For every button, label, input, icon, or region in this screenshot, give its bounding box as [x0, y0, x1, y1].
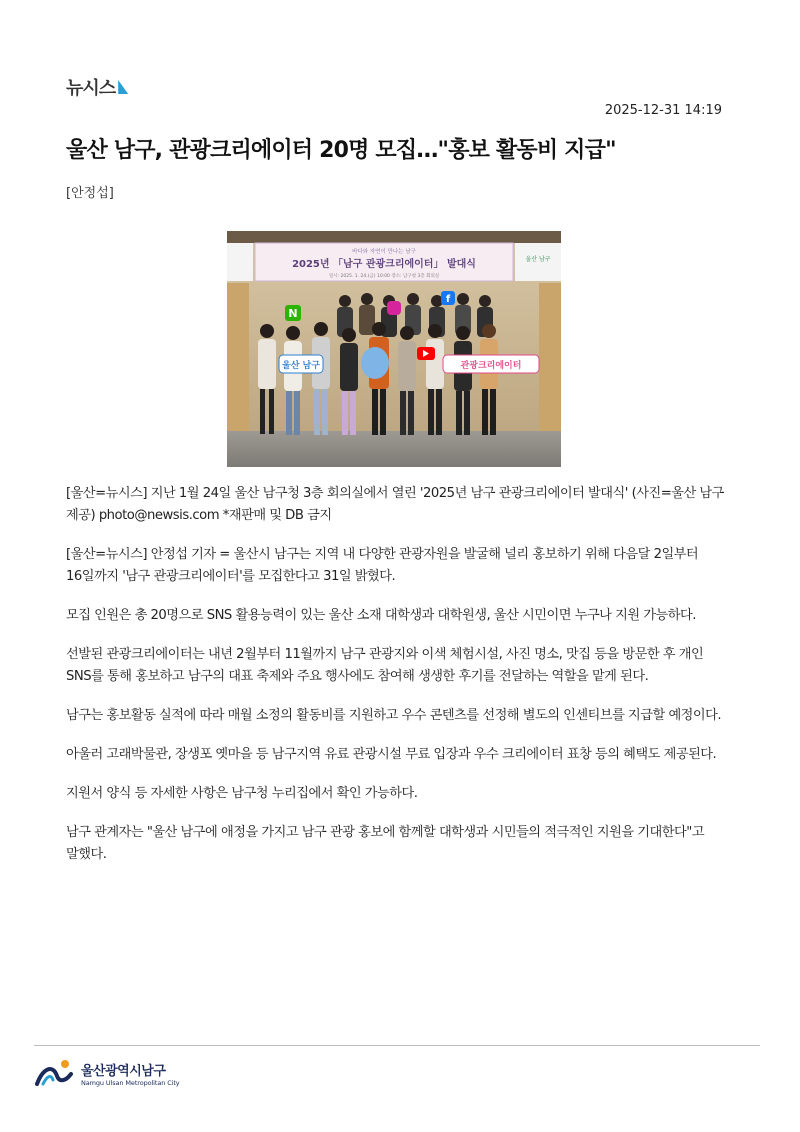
article-paragraph: 선발된 관광크리에이터는 내년 2월부터 11월까지 남구 관광지와 이색 체험시설, 사진 명소, 맛집 등을 방문한 후 개인 SNS를 통해 홍보하고 남구의 대표 축제와 주요 행사에도 참여해 생생한 후기를 전달하는 역할을 맡게 된다.	[66, 647, 704, 684]
article-byline: [안정섭]	[66, 186, 114, 201]
namgu-emblem-icon	[35, 1058, 75, 1088]
article-body	[66, 483, 734, 883]
photo-sign-left: 울산 남구	[282, 361, 320, 371]
banner-side-logo-right: 울산 남구	[525, 256, 551, 263]
newsis-logo[interactable]	[66, 74, 128, 100]
banner-meta: 일시: 2025. 1. 24.(금) 10:00 장소: 남구청 3층 회의실	[328, 274, 440, 279]
footer-org-name-en: Namgu Ulsan Metropolitan City	[81, 1078, 180, 1087]
article-date: 2025-12-31 14:19	[604, 103, 722, 118]
svg-text:N: N	[288, 307, 298, 320]
article-paragraph: 지원서 양식 등 자세한 사항은 남구청 누리집에서 확인 가능하다.	[66, 786, 418, 801]
footer-org-name-ko: 울산광역시남구	[81, 1063, 166, 1079]
article-paragraph: 남구 관계자는 "울산 남구에 애정을 가지고 남구 관광 홍보에 함께할 대학생과 시민들의 적극적인 지원을 기대한다"고 말했다.	[66, 825, 705, 862]
newsis-logo-mark-icon	[118, 80, 128, 94]
article-paragraph: 남구는 홍보활동 실적에 따라 매월 소정의 활동비를 지원하고 우수 콘텐츠를 선정해 별도의 인센티브를 지급할 예정이다.	[66, 708, 722, 723]
article-photo	[227, 231, 561, 467]
article-paragraph: [울산=뉴시스] 안정섭 기자 = 울산시 남구는 지역 내 다양한 관광자원을 발굴해 널리 홍보하기 위해 다음달 2일부터 16일까지 '남구 관광크리에이터'를 모집한다고 31일 밝혔다.	[66, 547, 699, 584]
photo-caption: [울산=뉴시스] 지난 1월 24일 울산 남구청 3층 회의실에서 열린 '2025년 남구 관광크리에이터 발대식' (사진=울산 남구 제공) photo@newsis.com *재판매 및 DB 금지	[66, 486, 724, 523]
banner-subtitle: 바다와 자연이 만나는 남구	[352, 249, 416, 255]
newsis-logo-text: 뉴시스	[66, 78, 116, 99]
banner-title: 2025년 「남구 관광크리에이터」 발대식	[292, 259, 476, 270]
article-headline: 울산 남구, 관광크리에이터 20명 모집…"홍보 활동비 지급"	[66, 138, 616, 163]
svg-text:f: f	[445, 294, 451, 305]
footer-divider	[34, 1045, 760, 1046]
footer-org-logo[interactable]	[35, 1058, 180, 1088]
article-paragraph: 아울러 고래박물관, 장생포 옛마을 등 남구지역 유료 관광시설 무료 입장과 우수 크리에이터 표창 등의 혜택도 제공된다.	[66, 747, 717, 762]
article-paragraph: 모집 인원은 총 20명으로 SNS 활용능력이 있는 울산 소재 대학생과 대학원생, 울산 시민이면 누구나 지원 가능하다.	[66, 608, 696, 623]
photo-sign-right: 관광크리에이터	[460, 361, 522, 371]
